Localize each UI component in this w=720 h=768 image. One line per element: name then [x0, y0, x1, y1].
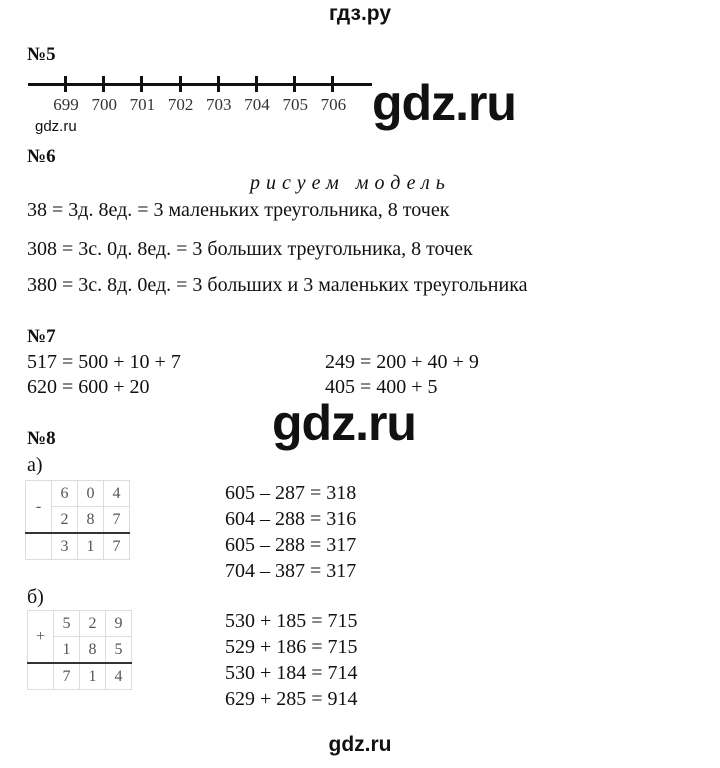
- watermark-large: gdz.ru: [272, 395, 416, 451]
- ex6-line: 38 = 3д. 8ед. = 3 маленьких треугольника, 8 точек: [27, 199, 450, 221]
- watermark-small: gdz.ru: [35, 118, 77, 135]
- digit: 1: [80, 663, 106, 690]
- digit: 7: [104, 533, 130, 560]
- digit: 5: [54, 611, 80, 637]
- exercise-6-title: №6: [27, 146, 56, 167]
- site-header: гдз.ру: [328, 2, 392, 25]
- ex6-line: 308 = 3с. 0д. 8ед. = 3 больших треугольника, 8 точек: [27, 238, 473, 260]
- footer-watermark: gdz.ru: [328, 733, 392, 756]
- tick-mark: [140, 76, 143, 92]
- ex7-line: 620 = 600 + 20: [27, 376, 150, 398]
- part-a-label: а): [27, 454, 43, 476]
- exercise-5-title: №5: [27, 44, 56, 65]
- ex7-line: 517 = 500 + 10 + 7: [27, 351, 181, 373]
- digit: 0: [78, 481, 104, 507]
- number-line: [28, 83, 372, 114]
- tick-mark: [293, 76, 296, 92]
- minus-sign: -: [26, 481, 52, 534]
- digit: 4: [106, 663, 132, 690]
- digit: 1: [54, 637, 80, 664]
- digit: 2: [80, 611, 106, 637]
- tick-label: 702: [167, 95, 194, 114]
- digit: 3: [52, 533, 78, 560]
- equation: 605 – 287 = 318: [225, 482, 357, 504]
- addition-column: [27, 610, 132, 690]
- ex7-line: 405 = 400 + 5: [325, 376, 438, 398]
- tick-label: 700: [91, 95, 117, 114]
- tick-mark: [331, 76, 334, 92]
- equation: 604 – 288 = 316: [225, 508, 357, 530]
- plus-sign: +: [28, 611, 54, 664]
- digit: 7: [54, 663, 80, 690]
- ex6-line: 380 = 3с. 8д. 0ед. = 3 больших и 3 маленьких треугольника: [27, 274, 528, 296]
- equation: 530 + 185 = 715: [225, 610, 358, 632]
- tick-mark: [64, 76, 67, 92]
- exercise-7-title: №7: [27, 326, 56, 347]
- tick-label: 703: [206, 95, 232, 114]
- digit: 5: [106, 637, 132, 664]
- tick-label: 701: [129, 95, 156, 114]
- digit: 8: [78, 507, 104, 534]
- equation: 704 – 387 = 317: [225, 560, 357, 582]
- tick-mark: [217, 76, 220, 92]
- digit: 9: [106, 611, 132, 637]
- tick-label: 704: [244, 95, 270, 114]
- digit: 8: [80, 637, 106, 664]
- tick-label: 706: [320, 95, 347, 114]
- subtraction-column: [25, 480, 130, 560]
- digit: 6: [52, 481, 78, 507]
- equation: 605 – 288 = 317: [225, 534, 357, 556]
- digit: 2: [52, 507, 78, 534]
- tick-mark: [179, 76, 182, 92]
- tick-label: 699: [53, 95, 79, 114]
- ex7-line: 249 = 200 + 40 + 9: [325, 351, 479, 373]
- digit: 4: [104, 481, 130, 507]
- exercise-8-title: №8: [27, 428, 56, 449]
- equation: 530 + 184 = 714: [225, 662, 358, 684]
- part-b-label: б): [27, 586, 44, 608]
- digit: 1: [78, 533, 104, 560]
- watermark-large: gdz.ru: [372, 75, 516, 131]
- tick-label: 705: [282, 95, 308, 114]
- exercise-6-subtitle: рисуем модель: [250, 172, 451, 194]
- equation: 629 + 285 = 914: [225, 688, 358, 710]
- digit: 7: [104, 507, 130, 534]
- equation: 529 + 186 = 715: [225, 636, 358, 658]
- tick-mark: [102, 76, 105, 92]
- tick-mark: [255, 76, 258, 92]
